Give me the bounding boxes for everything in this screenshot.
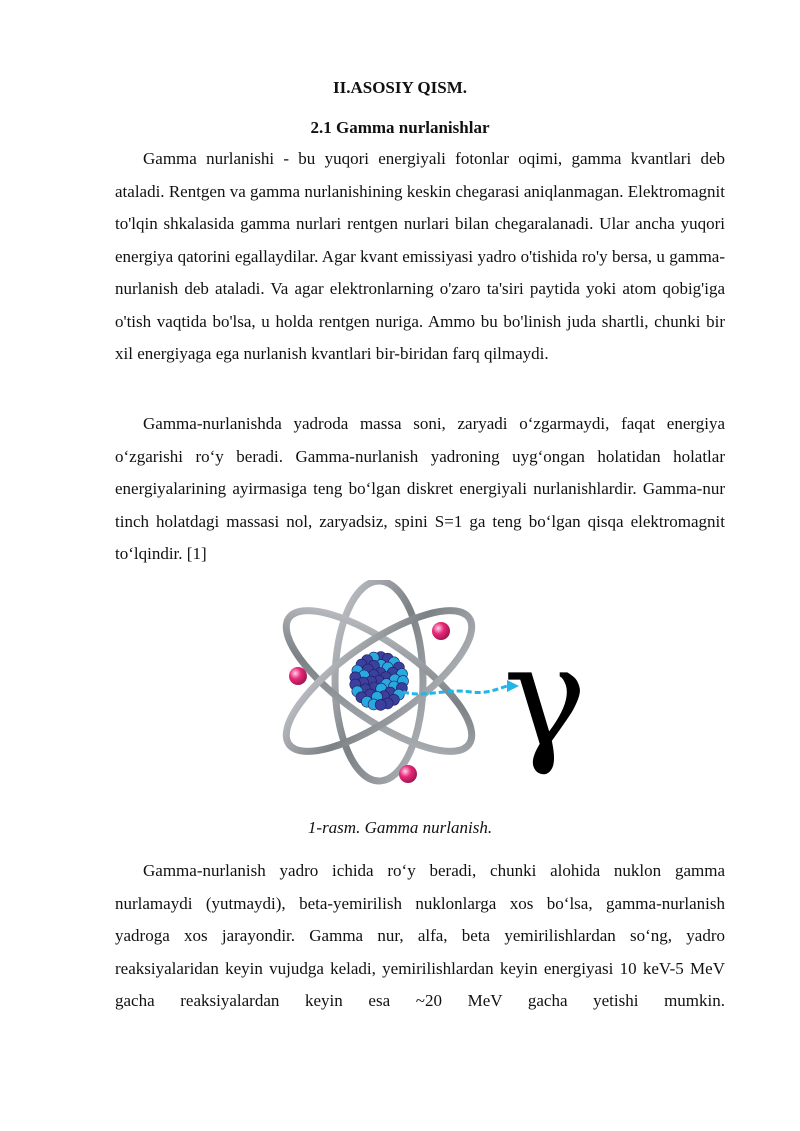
paragraph-3: Gamma-nurlanish yadro ichida ro‘y beradi, chunki alohida nuklon gamma nurlamaydi (yutmaydi), beta-yemirilish nuklonlarga xos bo‘lsa, gamma-nurlanish yadroga xos jarayondir. Gamma nur, alfa, beta yemirilishlardan so‘ng, yadro reaksiyalaridan keyin vujudga keladi, yemirilishlardan keyin energiyasi 10 keV-5 MeV gacha reaksiyalardan keyin esa ~20 MeV gacha yetishi mumkin. bbox=[115, 861, 725, 1010]
subsection-title: 2.1 Gamma nurlanishlar bbox=[310, 118, 490, 137]
electron-bottom bbox=[399, 765, 417, 783]
paragraph-1: Gamma nurlanishi - bu yuqori energiyali fotonlar oqimi, gamma kvantlari deb ataladi. Rentgen va gamma nurlanishining keskin chegarasi aniqlanmagan. Elektromagnit to'lqin shkalasida gamma nurlari rentgen nurlari bilan chegaralanadi. Ular ancha yuqori energiya qatorini egallaydilar. Agar kvant emissiyasi yadro o'tishida ro'y bersa, u gamma-nurlanish deb ataladi. Va agar elektronlarning o'zaro ta'siri paytida yoki atom qobig'iga o'tish vaqtida bo'lsa, u holda rentgen nuriga. Ammo bu bo'linish juda shartli, chunki bir xil energiyaga ega nurlanish kvantlari bir-biridan farq qilmaydi. bbox=[115, 149, 725, 363]
gamma-ray-trail bbox=[403, 686, 507, 694]
nucleus bbox=[350, 652, 409, 711]
section-title: II.ASOSIY QISM. bbox=[333, 78, 467, 97]
electron-left bbox=[289, 667, 307, 685]
nucleon bbox=[375, 699, 386, 710]
electron-top-right bbox=[432, 622, 450, 640]
atom-illustration bbox=[275, 580, 585, 790]
gamma-symbol: γ bbox=[503, 616, 585, 779]
figure-caption: 1-rasm. Gamma nurlanish. bbox=[307, 818, 493, 837]
atom-figure bbox=[275, 580, 585, 790]
paragraph-2: Gamma-nurlanishda yadroda massa soni, zaryadi o‘zgarmaydi, faqat energiya o‘zgarishi ro‘y beradi. Gamma-nurlanish yadroning uyg‘ongan holatidan holatlar energiyalarining ayirmasiga teng bo‘lgan diskret energiyali nurlanishlardir. Gamma-nur tinch holatdagi massasi nol, zaryadsiz, spini S=1 ga teng bo‘lgan qisqa elektromagnit to‘lqindir. [1] bbox=[115, 414, 725, 563]
